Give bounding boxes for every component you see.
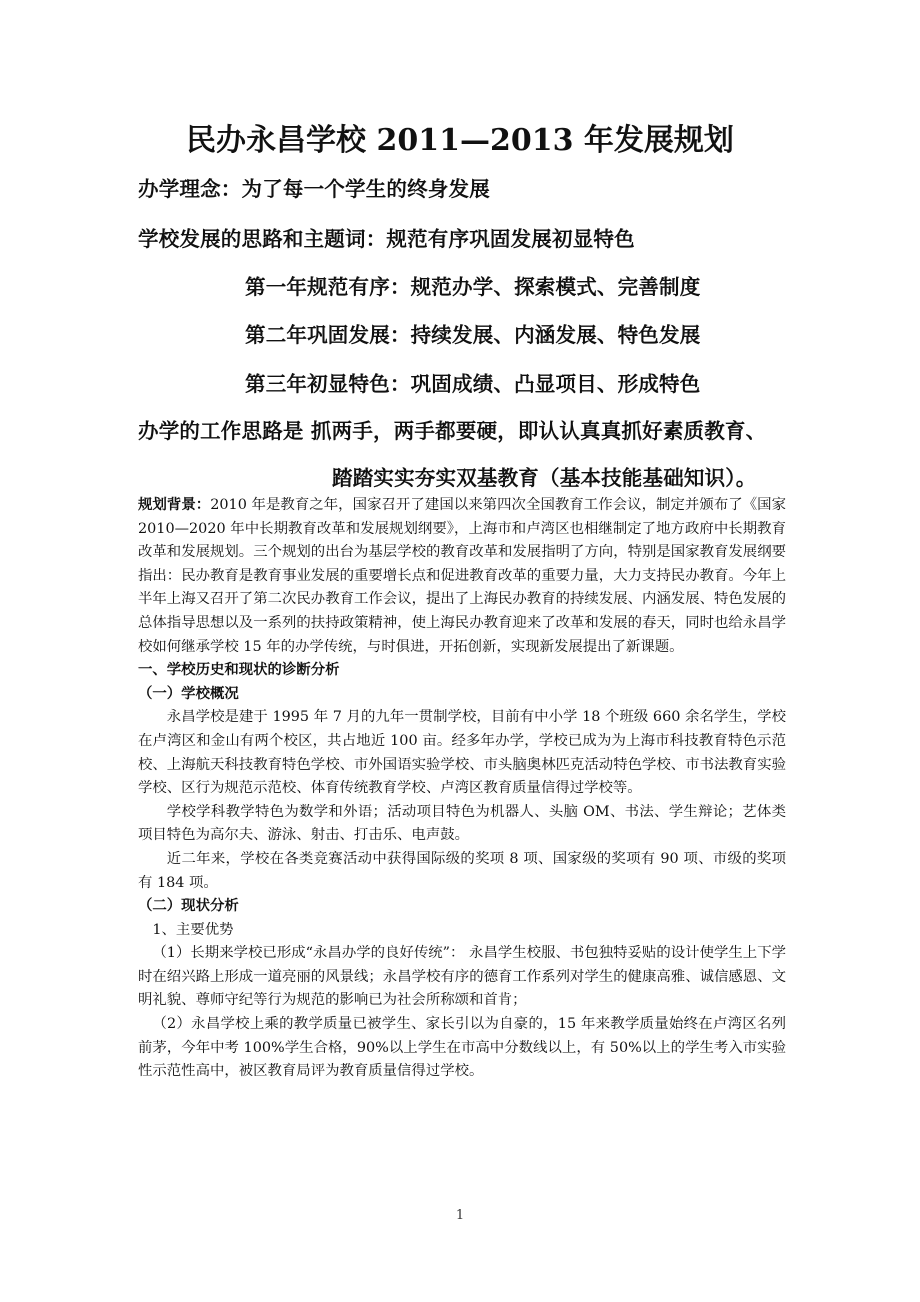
subsection-2-heading: （二）现状分析 (138, 898, 239, 915)
year-one-plan: 第一年规范有序：规范办学、探索模式、完善制度 (245, 275, 701, 299)
page-number: 1 (455, 1208, 465, 1223)
background-text: 2010 年是教育之年，国家召开了建国以来第四次全国教育工作会议，制定并颁布了《国家 2010—2020 年中长期教育改革和发展规划纲要》，上海市和卢湾区也相继制定了地方政府中长期教育改革和发展规划。三个规划的出台为基层学校的教育改革和发展指明了方向，特别是国家教育发展纲要指出：民办教育是教育事业发展的重要增长点和促进教育改革的重要力量，大力支持民办教育。今年上半年上海又召开了第二次民办教育工作会议，提出了上海民办教育的持续发展、内涵发展、特色发展的总体指导思想以及一系列的扶持政策精神，使上海民办教育迎来了改革和发展的春天，同时也给永昌学校如何继承学校 15 年的办学传统，与时俱进，开拓创新，实现新发展提出了新课题。 (138, 497, 786, 655)
school-philosophy: 办学理念：为了每一个学生的终身发展 (138, 177, 490, 201)
advantage-paragraph: （2）永昌学校上乘的教学质量已被学生、家长引以为自豪的，15 年来教学质量始终在卢湾区名列前茅，今年中考 100%学生合格，90%以上学生在市高中分数线以上，有 50%以上的学生考入市实验性示范性高中，被区教育局评为教育质量信得过学校。 (138, 1016, 786, 1080)
work-idea-line-1: 办学的工作思路是 抓两手，两手都要硬，即认认真真抓好素质教育、 (138, 419, 767, 443)
work-idea-line-2: 踏踏实实夯实双基教育（基本技能基础知识）。 (332, 466, 757, 490)
background-paragraph (138, 494, 786, 659)
overview-paragraph: 永昌学校是建于 1995 年 7 月的九年一贯制学校，目前有中小学 18 个班级 660 余名学生，学校在卢湾区和金山有两个校区，共占地近 100 亩。经多年办学，学校已成为为上海市科技教育特色示范校、上海航天科技教育特色学校、市外国语实验学校、市头脑奥林匹克活动特色学校、市书法教育实验学校、区行为规范示范校、体育传统教育学校、卢湾区教育质量信得过学校等。 (138, 709, 786, 797)
section-1-heading: 一、学校历史和现状的诊断分析 (138, 662, 340, 679)
development-theme: 学校发展的思路和主题词：规范有序巩固发展初显特色 (138, 227, 635, 251)
advantage-paragraph: （1）长期来学校已形成“永昌办学的良好传统”： 永昌学生校服、书包独特妥贴的设计使学生上下学时在绍兴路上形成一道亮丽的风景线；永昌学校有序的德育工作系列对学生的健康高雅、诚信感恩、文明礼貌、尊师守纪等行为规范的影响已为社会所称颂和首肯； (138, 945, 786, 1009)
overview-paragraph: 近二年来，学校在各类竞赛活动中获得国际级的奖项 8 项、国家级的奖项有 90 项、市级的奖项有 184 项。 (138, 850, 786, 891)
document-title: 民办永昌学校 2011—2013 年发展规划 (186, 123, 734, 158)
year-three-plan: 第三年初显特色：巩固成绩、凸显项目、形成特色 (245, 372, 701, 396)
advantages-heading: 1、主要优势 (152, 921, 234, 938)
background-label: 规划背景： (138, 497, 211, 513)
subsection-1-heading: （一）学校概况 (138, 685, 239, 702)
document-body (138, 494, 786, 1084)
overview-paragraph: 学校学科教学特色为数学和外语；活动项目特色为机器人、头脑 OM、书法、学生辩论；艺体类项目特色为高尔夫、游泳、射击、打击乐、电声鼓。 (138, 803, 786, 844)
year-two-plan: 第二年巩固发展：持续发展、内涵发展、特色发展 (245, 323, 701, 347)
